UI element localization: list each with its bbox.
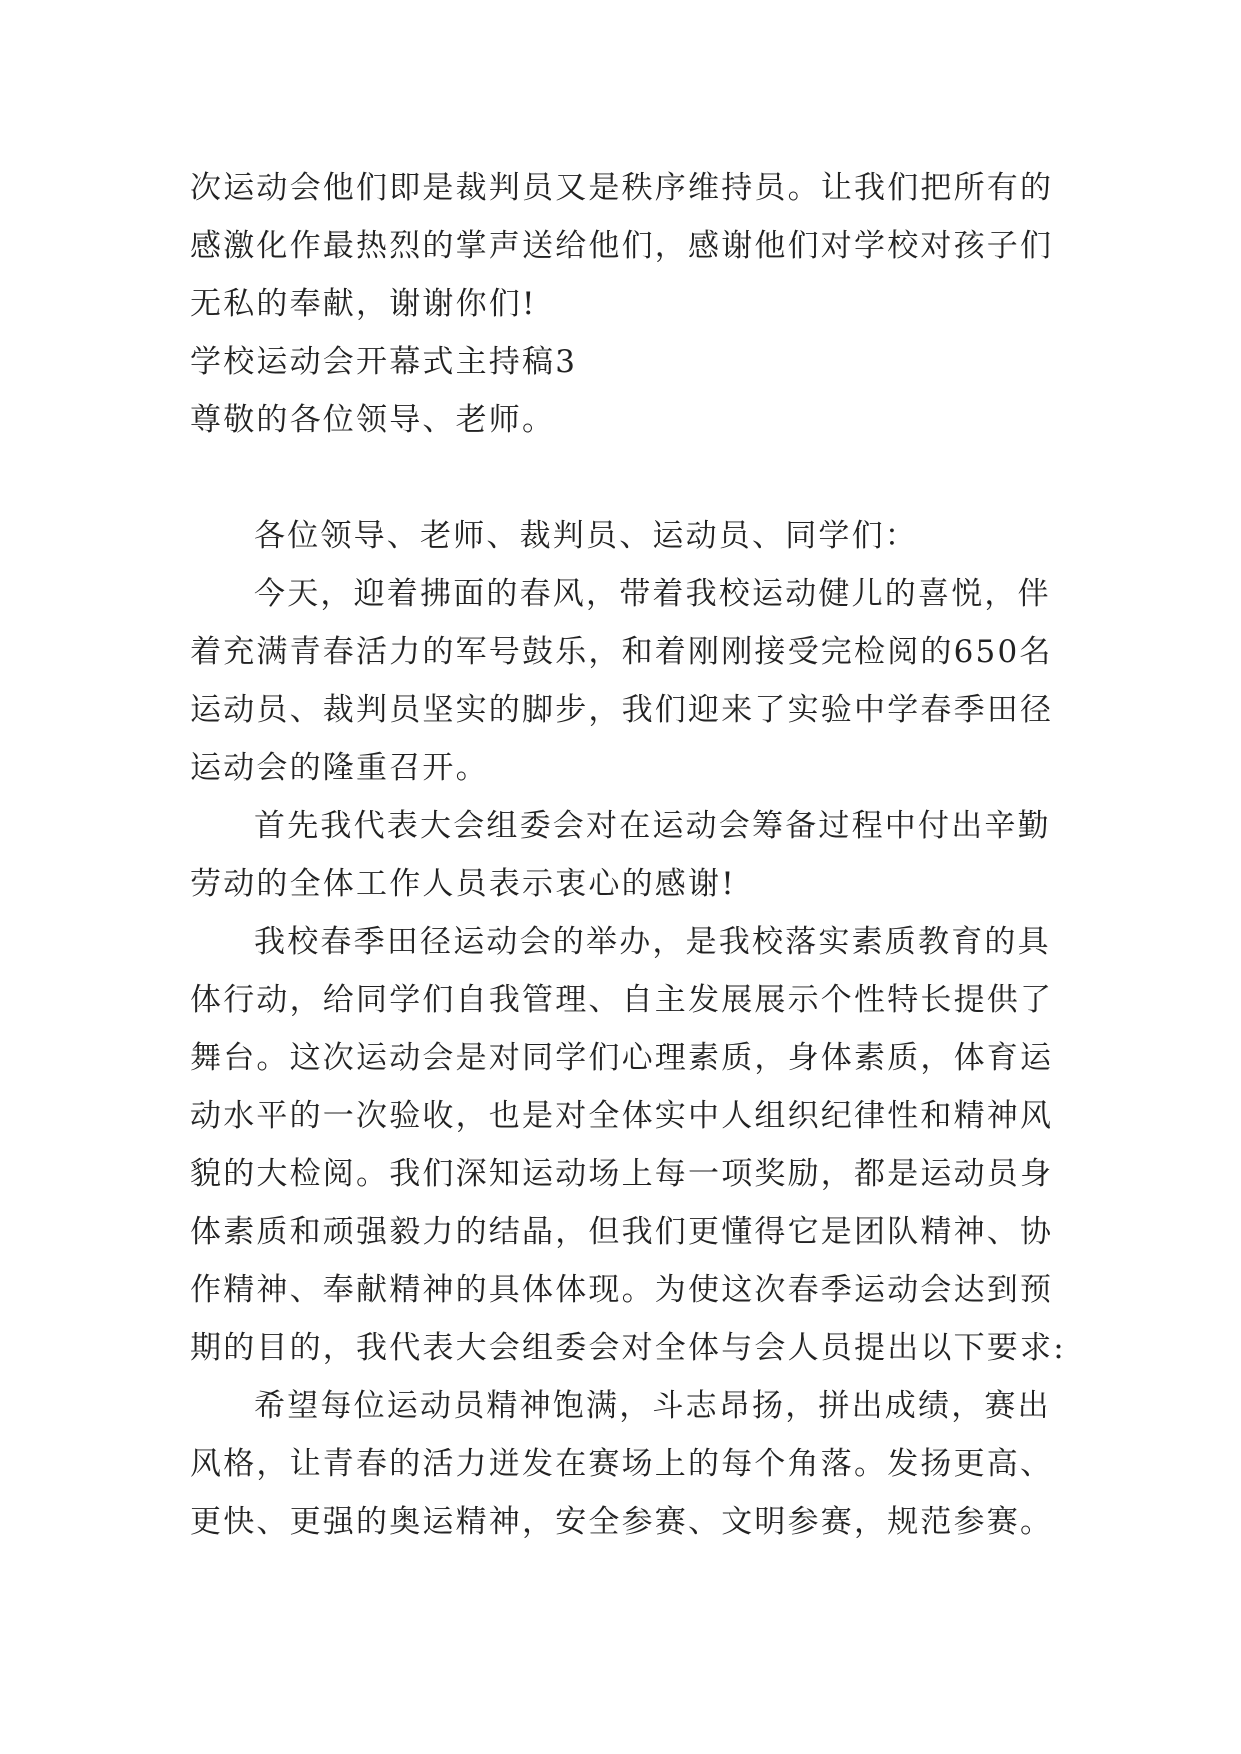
paragraph-continuation: 次运动会他们即是裁判员又是秩序维持员。让我们把所有的感激化作最热烈的掌声送给他们，感谢他们对学校对孩子们无私的奉献，谢谢你们!	[190, 170, 1054, 322]
purpose-paragraph: 我校春季田径运动会的举办，是我校落实素质教育的具体行动，给同学们自我管理、自主发展展示个性特长提供了舞台。这次运动会是对同学们心理素质，身体素质，体育运动水平的一次验收，也是对全体实中人组织纪律性和精神风貌的大检阅。我们深知运动场上每一项奖励，都是运动员身体素质和顽强毅力的结晶，但我们更懂得它是团队精神、协作精神、奉献精神的具体体现。为使这次春季运动会达到预期的目的，我代表大会组委会对全体与会人员提出以下要求:	[190, 924, 1066, 1366]
opening-paragraph: 今天，迎着拂面的春风，带着我校运动健儿的喜悦，伴着充满青春活力的军号鼓乐，和着刚刚接受完检阅的650名运动员、裁判员坚实的脚步，我们迎来了实验中学春季田径运动会的隆重召开。	[190, 576, 1054, 786]
thanks-paragraph: 首先我代表大会组委会对在运动会筹备过程中付出辛勤劳动的全体工作人员表示衷心的感谢!	[190, 808, 1051, 902]
section-heading: 学校运动会开幕式主持稿3	[190, 344, 578, 380]
salutation-line: 尊敬的各位领导、老师。	[190, 402, 556, 438]
blank-line	[190, 449, 1070, 507]
hope-paragraph: 希望每位运动员精神饱满，斗志昂扬，拼出成绩，赛出风格，让青春的活力迸发在赛场上的每个角落。发扬更高、更快、更强的奥运精神，安全参赛、文明参赛，规范参赛。	[190, 1388, 1054, 1540]
greeting-paragraph: 各位领导、老师、裁判员、运动员、同学们：	[254, 518, 918, 554]
document-body	[190, 159, 1070, 1551]
